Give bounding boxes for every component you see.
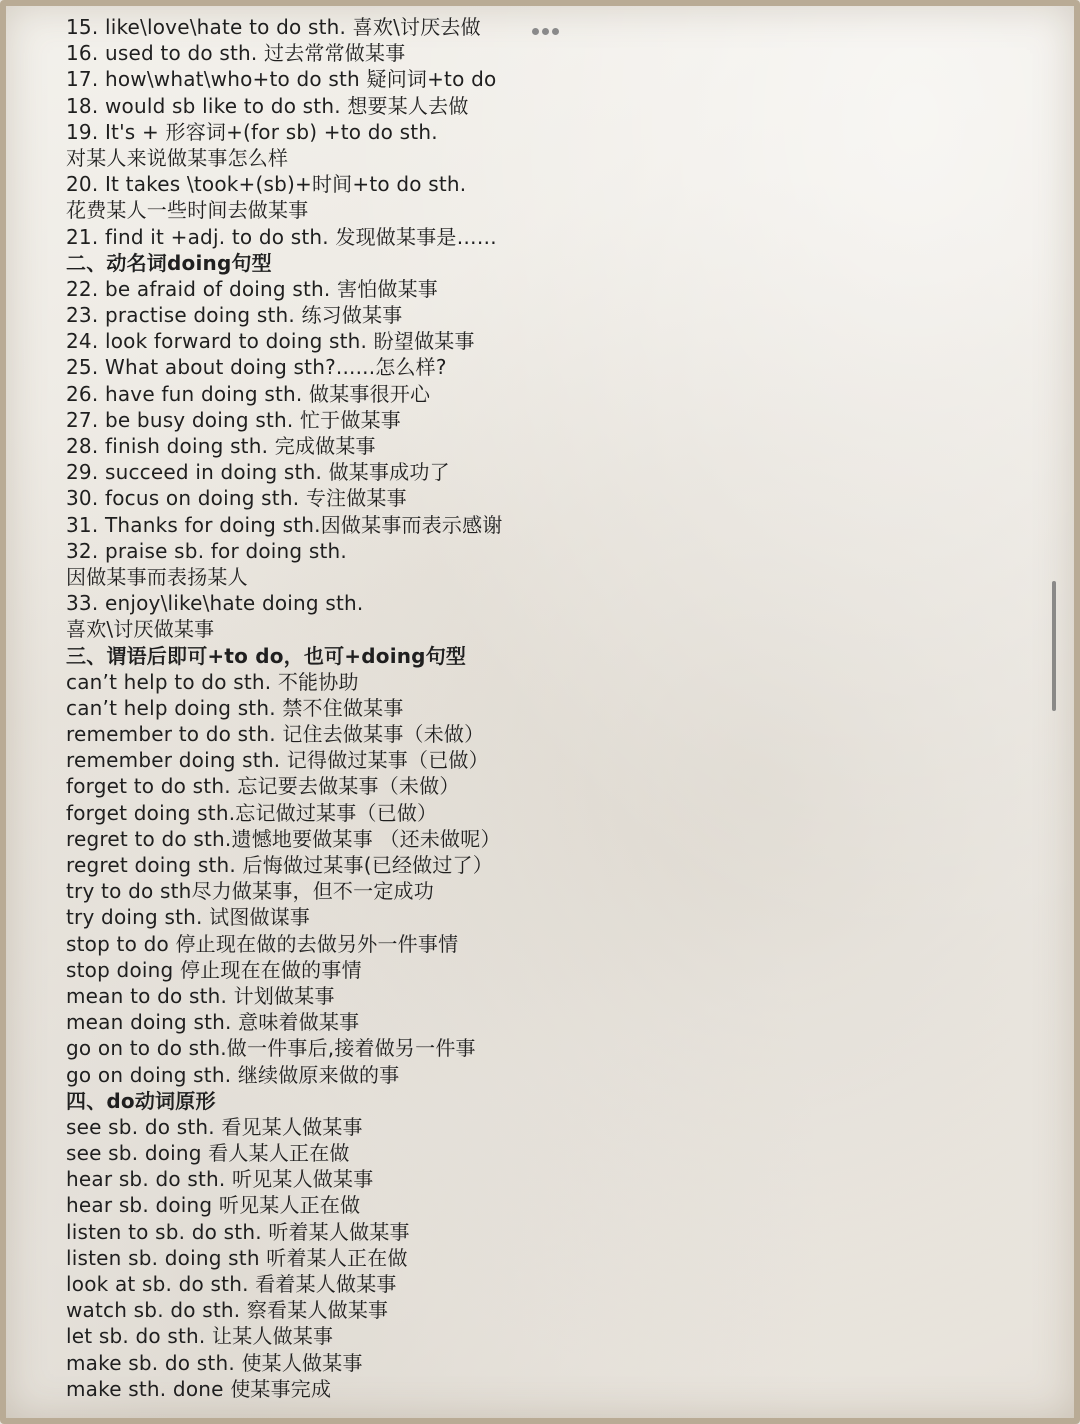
- text-line: regret to do sth.遗憾地要做某事 （还未做呢）: [66, 826, 501, 851]
- dot: [542, 28, 549, 35]
- text-line: 21. find it +adj. to do sth. 发现做某事是……: [66, 224, 498, 249]
- more-dots-icon[interactable]: [532, 24, 562, 38]
- text-line: 33. enjoy\like\hate doing sth.: [66, 591, 364, 616]
- text-line: 26. have fun doing sth. 做某事很开心: [66, 381, 431, 406]
- section-heading: 二、动名词doing句型: [66, 250, 272, 275]
- text-line: listen to sb. do sth. 听着某人做某事: [66, 1219, 410, 1244]
- text-line: 25. What about doing sth?......怎么样?: [66, 355, 447, 380]
- text-line: 18. would sb like to do sth. 想要某人去做: [66, 93, 469, 118]
- text-line: 因做某事而表扬某人: [66, 564, 248, 589]
- text-line: stop to do 停止现在做的去做另外一件事情: [66, 931, 459, 956]
- text-line: watch sb. do sth. 察看某人做某事: [66, 1298, 389, 1323]
- text-line: see sb. doing 看人某人正在做: [66, 1141, 350, 1166]
- text-line: 喜欢\讨厌做某事: [66, 617, 215, 642]
- section-heading: 四、do动词原形: [66, 1088, 216, 1113]
- dot: [532, 28, 539, 35]
- dot: [552, 28, 559, 35]
- text-line: hear sb. do sth. 听见某人做某事: [66, 1167, 374, 1192]
- text-line: let sb. do sth. 让某人做某事: [66, 1324, 334, 1349]
- text-line: make sb. do sth. 使某人做某事: [66, 1350, 363, 1375]
- scrollbar-thumb[interactable]: [1052, 581, 1056, 711]
- text-line: 31. Thanks for doing sth.因做某事而表示感谢: [66, 512, 503, 537]
- text-line: remember to do sth. 记住去做某事（未做）: [66, 722, 485, 747]
- text-line: can’t help doing sth. 禁不住做某事: [66, 695, 404, 720]
- text-line: regret doing sth. 后悔做过某事(已经做过了）: [66, 853, 493, 877]
- text-line: try doing sth. 试图做谋事: [66, 905, 311, 930]
- text-line: 对某人来说做某事怎么样: [66, 145, 289, 170]
- text-line: 23. practise doing sth. 练习做某事: [66, 303, 403, 328]
- text-line: mean doing sth. 意味着做某事: [66, 1010, 360, 1035]
- text-line: 32. praise sb. for doing sth.: [66, 538, 347, 563]
- text-line: 19. It's + 形容词+(for sb) +to do sth.: [66, 119, 438, 144]
- text-line: mean to do sth. 计划做某事: [66, 983, 335, 1008]
- text-line: 30. focus on doing sth. 专注做某事: [66, 486, 407, 511]
- text-line: forget to do sth. 忘记要去做某事（未做）: [66, 774, 460, 799]
- document-text: [66, 14, 966, 1402]
- text-line: 16. used to do sth. 过去常常做某事: [66, 41, 406, 66]
- text-line: see sb. do sth. 看见某人做某事: [66, 1114, 363, 1139]
- text-line: make sth. done 使某事完成: [66, 1376, 332, 1401]
- section-heading: 三、谓语后即可+to do，也可+doing句型: [66, 643, 467, 668]
- text-line: can’t help to do sth. 不能协助: [66, 669, 359, 694]
- text-line: 20. It takes \took+(sb)+时间+to do sth.: [66, 172, 467, 197]
- text-line: go on to do sth.做一件事后,接着做另一件事: [66, 1036, 476, 1061]
- text-line: hear sb. doing 听见某人正在做: [66, 1193, 361, 1218]
- text-line: 29. succeed in doing sth. 做某事成功了: [66, 460, 450, 485]
- text-line: forget doing sth.忘记做过某事（已做）: [66, 800, 438, 825]
- text-line: go on doing sth. 继续做原来做的事: [66, 1062, 400, 1087]
- text-line: 17. how\what\who+to do sth 疑问词+to do: [66, 67, 497, 92]
- text-line: remember doing sth. 记得做过某事（已做）: [66, 748, 489, 773]
- text-line: 28. finish doing sth. 完成做某事: [66, 434, 376, 458]
- text-line: 22. be afraid of doing sth. 害怕做某事: [66, 276, 439, 301]
- text-line: 24. look forward to doing sth. 盼望做某事: [66, 329, 475, 354]
- text-line: 27. be busy doing sth. 忙于做某事: [66, 407, 401, 432]
- text-line: try to do sth尽力做某事，但不一定成功: [66, 879, 434, 904]
- text-line: stop doing 停止现在在做的事情: [66, 957, 362, 982]
- text-line: 15. like\love\hate to do sth. 喜欢\讨厌去做: [66, 15, 481, 39]
- text-line: look at sb. do sth. 看着某人做某事: [66, 1272, 397, 1296]
- text-line: listen sb. doing sth 听着某人正在做: [66, 1245, 408, 1270]
- text-line: 花费某人一些时间去做某事: [66, 198, 309, 223]
